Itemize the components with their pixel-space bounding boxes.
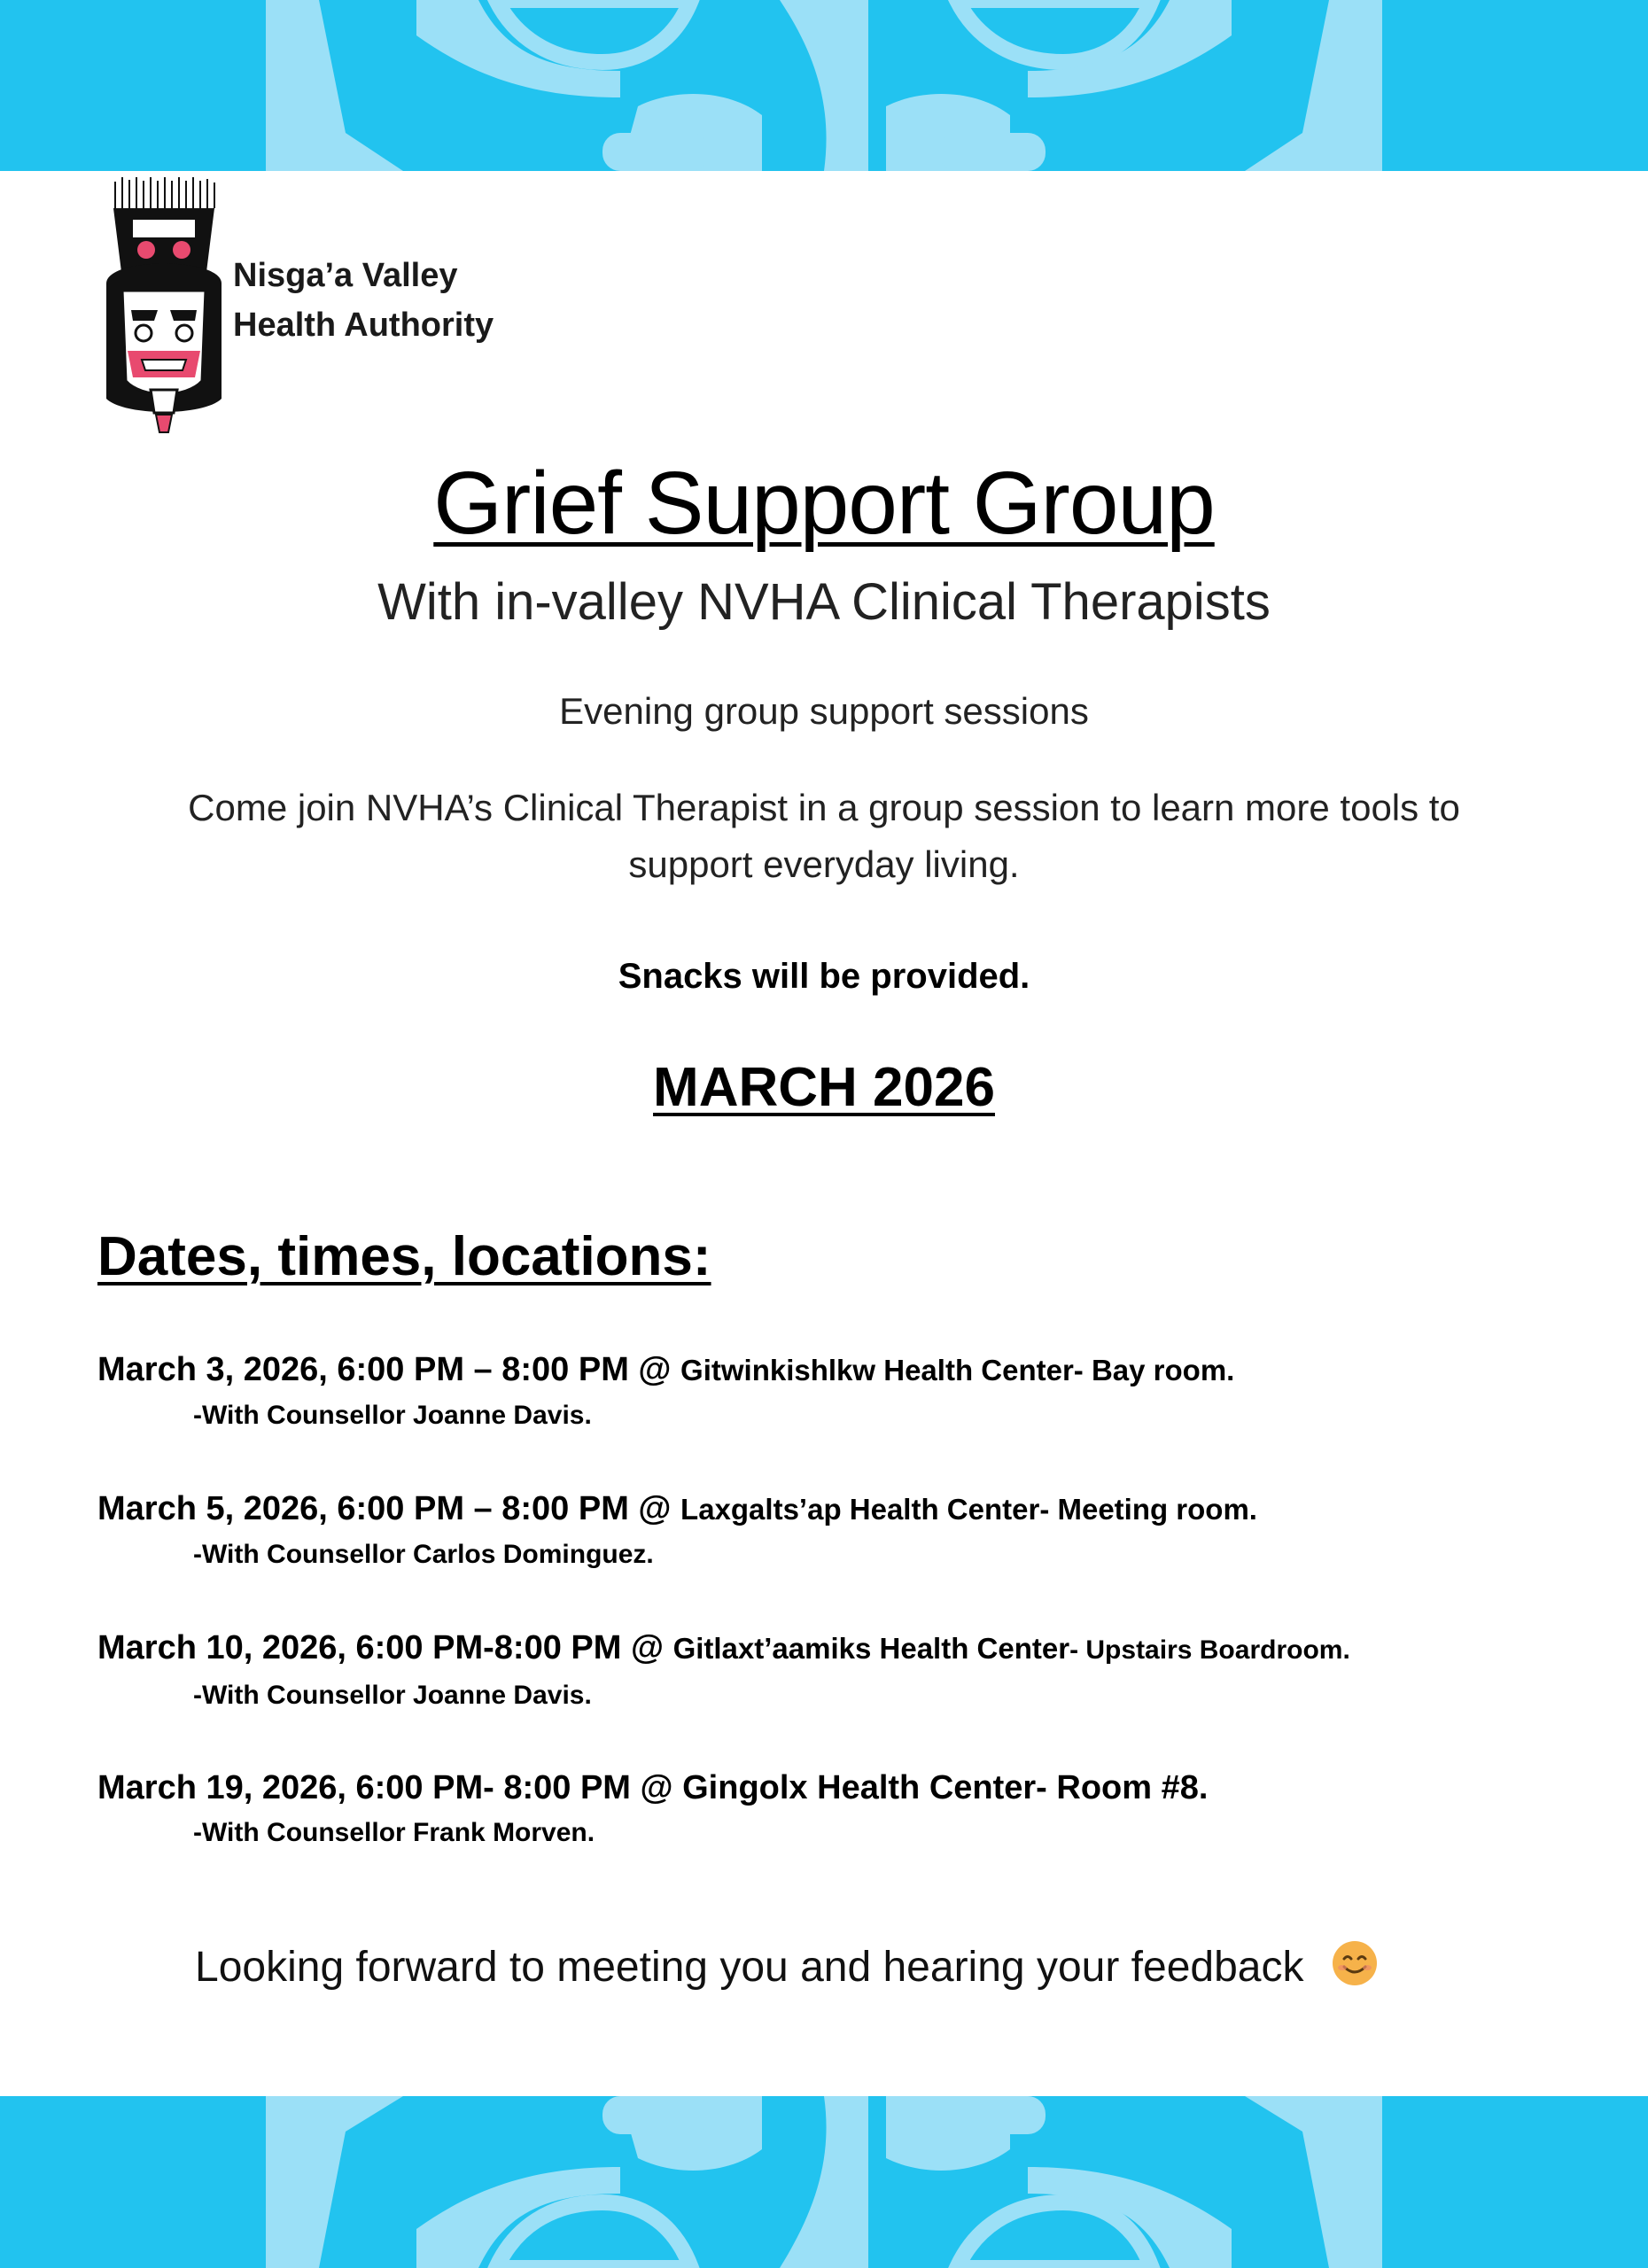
snacks-notice: Snacks will be provided. bbox=[618, 957, 1030, 996]
session-item bbox=[97, 1763, 1604, 1853]
session-when: March 19, 2026, 6:00 PM- 8:00 PM @ bbox=[97, 1769, 683, 1806]
page-subtitle: With in-valley NVHA Clinical Therapists bbox=[377, 573, 1271, 631]
session-location: Gingolx Health Center- Room #8. bbox=[682, 1769, 1209, 1806]
org-name-line1: Nisga’a Valley bbox=[233, 257, 458, 294]
closing-message bbox=[195, 1937, 1378, 1999]
session-when: March 5, 2026, 6:00 PM – 8:00 PM @ bbox=[97, 1490, 681, 1527]
session-counsellor: -With Counsellor Carlos Dominguez. bbox=[193, 1540, 654, 1569]
totem-logo-icon bbox=[97, 177, 230, 436]
session-item bbox=[97, 1345, 1604, 1436]
org-name-line2: Health Authority bbox=[233, 307, 494, 344]
session-main-line bbox=[97, 1763, 1604, 1813]
intro-line: support everyday living. bbox=[628, 843, 1020, 885]
session-room: - Upstairs Boardroom. bbox=[1069, 1635, 1350, 1665]
session-main-line bbox=[97, 1484, 1604, 1534]
intro-line: Come join NVHA’s Clinical Therapist in a group session to learn more tools to bbox=[188, 787, 1460, 828]
smiling-face-icon bbox=[1332, 1940, 1378, 1986]
session-when: March 3, 2026, 6:00 PM – 8:00 PM @ bbox=[97, 1351, 681, 1388]
session-location: Gitlaxt’aamiks Health Center bbox=[672, 1632, 1070, 1665]
session-counsellor: -With Counsellor Joanne Davis. bbox=[193, 1401, 592, 1430]
evening-sessions-text: Evening group support sessions bbox=[559, 690, 1089, 732]
nvha-logo bbox=[97, 177, 230, 436]
organization-name bbox=[233, 251, 494, 350]
session-location: Gitwinkishlkw Health Center- Bay room. bbox=[680, 1354, 1235, 1386]
session-main-line bbox=[97, 1623, 1604, 1675]
page-title: Grief Support Group bbox=[433, 454, 1215, 553]
session-when: March 10, 2026, 6:00 PM-8:00 PM @ bbox=[97, 1629, 673, 1666]
closing-text: Looking forward to meeting you and hearing your feedback bbox=[195, 1944, 1304, 1991]
session-main-line bbox=[97, 1345, 1604, 1395]
month-heading: MARCH 2026 bbox=[653, 1057, 995, 1118]
dates-heading: Dates, times, locations: bbox=[97, 1226, 711, 1287]
session-item bbox=[97, 1484, 1604, 1575]
intro-paragraph bbox=[0, 780, 1648, 893]
formline-pattern-icon bbox=[0, 2096, 1648, 2268]
session-location: Laxgalts’ap Health Center- Meeting room. bbox=[680, 1493, 1257, 1526]
top-decorative-band bbox=[0, 0, 1648, 171]
session-counsellor: -With Counsellor Frank Morven. bbox=[193, 1818, 595, 1847]
formline-pattern-icon bbox=[0, 0, 1648, 171]
session-counsellor: -With Counsellor Joanne Davis. bbox=[193, 1681, 592, 1710]
session-item bbox=[97, 1623, 1604, 1716]
bottom-decorative-band bbox=[0, 2096, 1648, 2268]
